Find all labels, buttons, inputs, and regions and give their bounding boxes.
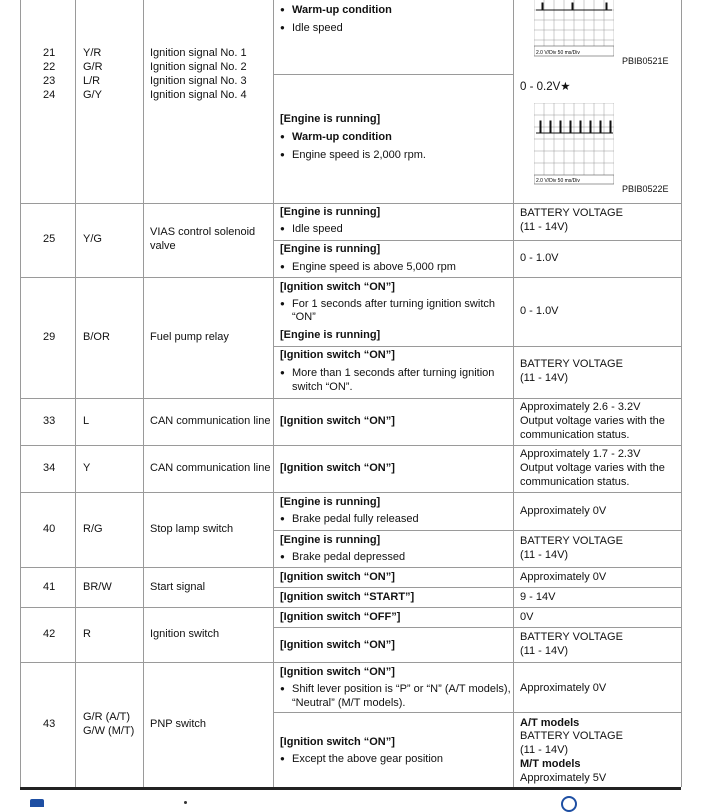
condition-bullet: ● Brake pedal fully released [292,512,419,526]
condition-heading: [Engine is running] [280,534,381,546]
wire-color: G/R [83,61,103,73]
condition-heading: [Ignition switch “ON”] [280,571,395,583]
row-line [273,587,681,588]
condition-bullet: ● For 1 seconds after turning ignition switch [292,297,495,311]
terminal-number: 42 [43,628,56,640]
value-text: Output voltage varies with the [520,415,665,427]
item-name: CAN communication line [150,415,271,427]
col-line-2 [143,0,144,787]
wire-color: B/OR [83,331,110,343]
condition-bullet: ● More than 1 seconds after turning ignition [292,366,494,380]
condition-heading: [Engine is running] [280,206,381,218]
condition-bullet: ● Warm-up condition [292,3,392,17]
value-text: (11 - 14V) [520,372,569,384]
item-name: VIAS control solenoid [150,226,256,238]
terminal-number: 23 [43,75,56,87]
condition-heading: [Ignition switch “ON”] [280,736,395,748]
col-line-right [681,0,682,787]
row-line [20,607,681,608]
wire-color: L [83,415,90,427]
item-name: Ignition signal No. 1 [150,47,247,59]
value-text: communication status. [520,429,630,441]
condition-bullet: ● Engine speed is above 5,000 rpm [292,260,456,274]
terminal-number: 34 [43,462,56,474]
figure-ref: PBIB0521E [622,56,669,66]
condition-heading: [Engine is running] [280,113,381,125]
value-text: Approximately 0V [520,682,607,694]
row-line [20,203,681,204]
value-text: BATTERY VOLTAGE [520,730,623,742]
condition-bullet: ● Engine speed is 2,000 rpm. [292,148,426,162]
item-name: Start signal [150,581,206,593]
scope-scale-label: 2.0 V/Div 50 ms/Div [536,50,580,56]
terminal-number: 25 [43,233,56,245]
condition-bullet: ● Idle speed [292,222,343,236]
value-text: Approximately 0V [520,505,607,517]
value-text: Output voltage varies with the [520,462,665,474]
condition-text: switch “ON”. [292,381,353,393]
value-text: 9 - 14V [520,591,556,603]
item-name: Fuel pump relay [150,331,229,343]
wire-color: Y/G [83,233,102,245]
row-line [273,627,681,628]
row-line [273,712,681,713]
value-heading: M/T models [520,758,581,770]
condition-heading: [Ignition switch “OFF”] [280,611,401,623]
condition-bullet: ● Except the above gear position [292,752,443,766]
wire-color: G/W (M/T) [83,725,135,737]
wire-color: G/R (A/T) [83,711,131,723]
condition-text: “Neutral” (M/T models). [292,697,406,709]
item-name: Ignition signal No. 4 [150,89,247,101]
item-name: valve [150,240,176,252]
row-line [273,346,681,347]
condition-heading: [Engine is running] [280,329,381,341]
col-line-3 [273,0,274,787]
row-line [20,277,681,278]
info-circle-icon[interactable] [561,796,577,812]
wire-color: L/R [83,75,101,87]
value-text: Approximately 2.6 - 3.2V [520,401,641,413]
item-name: Ignition signal No. 3 [150,75,247,87]
condition-heading: [Engine is running] [280,243,381,255]
value-heading: A/T models [520,717,580,729]
condition-heading: [Ignition switch “ON”] [280,281,395,293]
toolbar-square-icon[interactable] [30,799,44,807]
value-text: BATTERY VOLTAGE [520,207,623,219]
wire-color: G/Y [83,89,102,101]
condition-bullet: ● Idle speed [292,21,343,35]
oscilloscope-waveform-2 [534,103,614,185]
item-name: Stop lamp switch [150,523,234,535]
item-name: Ignition switch [150,628,220,640]
row-line [20,398,681,399]
wire-color: Y/R [83,47,102,59]
oscilloscope-waveform-1 [534,0,614,58]
col-line-left [20,0,21,787]
terminal-number: 33 [43,415,56,427]
condition-bullet: ● Warm-up condition [292,130,392,144]
value-text: 0 - 1.0V [520,252,559,264]
value-text: 0 - 0.2V★ [520,81,571,93]
condition-text: “ON” [292,311,316,323]
wire-color: BR/W [83,581,112,593]
row-line [20,662,681,663]
value-text: Approximately 5V [520,772,607,784]
col-line-1 [75,0,76,787]
wire-color: R/G [83,523,103,535]
condition-bullet: ● Brake pedal depressed [292,550,405,564]
terminal-number: 22 [43,61,56,73]
terminal-number: 43 [43,718,56,730]
item-name: Ignition signal No. 2 [150,61,247,73]
value-text: (11 - 14V) [520,744,569,756]
condition-heading: [Ignition switch “START”] [280,591,415,603]
value-text: (11 - 14V) [520,221,569,233]
condition-heading: [Engine is running] [280,496,381,508]
row-line [273,240,681,241]
value-text: (11 - 14V) [520,645,569,657]
row-line [20,492,681,493]
value-text: BATTERY VOLTAGE [520,631,623,643]
terminal-number: 21 [43,47,56,59]
terminal-number: 29 [43,331,56,343]
row-line [20,567,681,568]
wire-color: Y [83,462,91,474]
scope-scale-label: 2.0 V/Div 50 ms/Div [536,178,580,184]
value-text: BATTERY VOLTAGE [520,535,623,547]
value-text: (11 - 14V) [520,549,569,561]
condition-heading: [Ignition switch “ON”] [280,666,395,678]
row-line [273,74,513,75]
value-text: BATTERY VOLTAGE [520,358,623,370]
condition-heading: [Ignition switch “ON”] [280,349,395,361]
table-bottom-rule [20,787,681,790]
item-name: CAN communication line [150,462,271,474]
value-text: communication status. [520,476,630,488]
value-text: 0V [520,611,534,623]
terminal-number: 41 [43,581,56,593]
col-line-4 [513,0,514,787]
wire-color: R [83,628,91,640]
condition-heading: [Ignition switch “ON”] [280,415,395,427]
dot-icon [184,801,187,804]
figure-ref: PBIB0522E [622,184,669,194]
condition-bullet: ● Shift lever position is “P” or “N” (A/T models), [292,682,511,696]
row-line [273,530,681,531]
terminal-number: 40 [43,523,56,535]
condition-heading: [Ignition switch “ON”] [280,639,395,651]
terminal-number: 24 [43,89,56,101]
value-text: 0 - 1.0V [520,305,559,317]
value-text: Approximately 1.7 - 2.3V [520,448,641,460]
item-name: PNP switch [150,718,207,730]
row-line [20,445,681,446]
condition-heading: [Ignition switch “ON”] [280,462,395,474]
value-text: Approximately 0V [520,571,607,583]
